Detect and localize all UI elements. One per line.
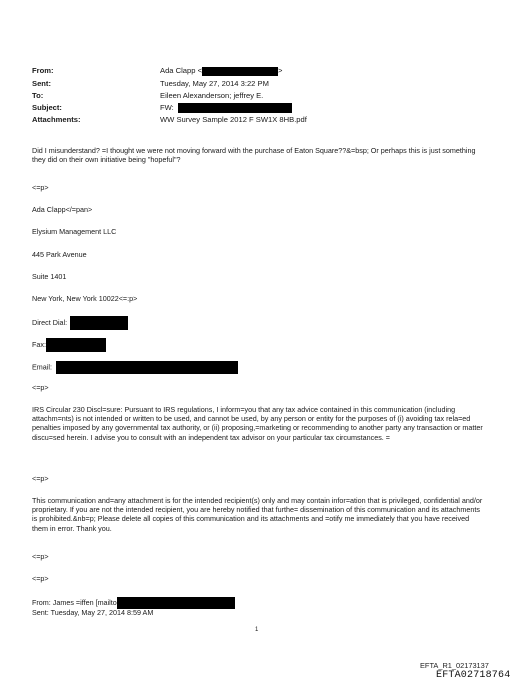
bates-number-large: EFTA02718764 [436, 670, 511, 681]
direct-dial-label: Direct Dial: [32, 317, 68, 327]
from-label: From: [32, 66, 54, 75]
redaction-box [56, 361, 238, 374]
para-marker: <=p> [32, 574, 49, 583]
para-marker: <=p> [32, 183, 49, 192]
sent-label: Sent: [32, 79, 51, 88]
subject-label: Subject: [32, 103, 62, 112]
page-number: 1 [255, 627, 259, 633]
forwarded-sent: Sent: Tuesday, May 27, 2014 8:59 AM [32, 608, 154, 617]
forwarded-from: From: James =iffen [mailto [32, 597, 117, 607]
from-suffix: > [278, 66, 283, 75]
to-value: Eileen Alexanderson; jeffrey E. [160, 91, 264, 100]
sent-value: Tuesday, May 27, 2014 3:22 PM [160, 79, 269, 88]
signature-suite: Suite 1401 [32, 272, 67, 281]
signature-name: Ada Clapp</=pan> [32, 205, 93, 214]
redaction-box [202, 67, 278, 76]
para-marker: <=p> [32, 552, 49, 561]
email-line [32, 361, 238, 374]
to-label: To: [32, 91, 44, 100]
redaction-box [70, 316, 128, 330]
signature-city: New York, New York 10022<=:p> [32, 294, 138, 303]
para-marker: <=p> [32, 474, 49, 483]
from-value [160, 66, 282, 76]
redaction-box [46, 338, 106, 352]
irs-circular-notice: IRS Circular 230 Discl=sure: Pursuant to IRS regulations, I inform=you that any tax advice contained in this communication (including attachm=nts) is not intended or written to be used, and cannot be used, by any person or entity for the purposes of (i) avoiding tax rela=ed penalties imposed by any governmental tax authority, or (ii) proposing,=marketing or recommending to another party any transaction or matter discu=sed herein. I advise you to consult with an independent tax advisor on your particular tax circumstances. = [32, 405, 483, 442]
confidentiality-notice: This communication and=any attachment is for the intended recipient(s) only and may contain infor=ation that is privileged, confidential and/or proprietary. If you are not the intended recipient, you are hereby notified that furthe= dissemination of this communication and its attachments is prohibited.&nb=p; Please delete all copies of this communication and its attachments and =otify me immediately that you have received them in error. Thank you. [32, 496, 483, 533]
signature-address: 445 Park Avenue [32, 250, 87, 259]
bates-number-small: EFTA_R1_02173137 [420, 661, 489, 670]
fax-label: Fax: [32, 339, 46, 349]
subject-prefix: FW: [160, 103, 174, 112]
direct-dial-line [32, 316, 128, 330]
intro-paragraph: Did I misunderstand? =I thought we were not moving forward with the purchase of Eaton Square??&=bsp; Or perhaps this is just something they did on their own initiative being "hopeful"? [32, 146, 476, 165]
fax-line [32, 338, 106, 352]
subject-value [160, 103, 292, 113]
attachments-label: Attachments: [32, 115, 81, 124]
from-name: Ada Clapp < [160, 66, 203, 75]
signature-company: Elysium Management LLC [32, 227, 117, 236]
email-label: Email: [32, 362, 52, 372]
redaction-box [178, 103, 292, 113]
para-marker: <=p> [32, 383, 49, 392]
attachments-value: WW Survey Sample 2012 F SW1X 8HB.pdf [160, 115, 307, 124]
